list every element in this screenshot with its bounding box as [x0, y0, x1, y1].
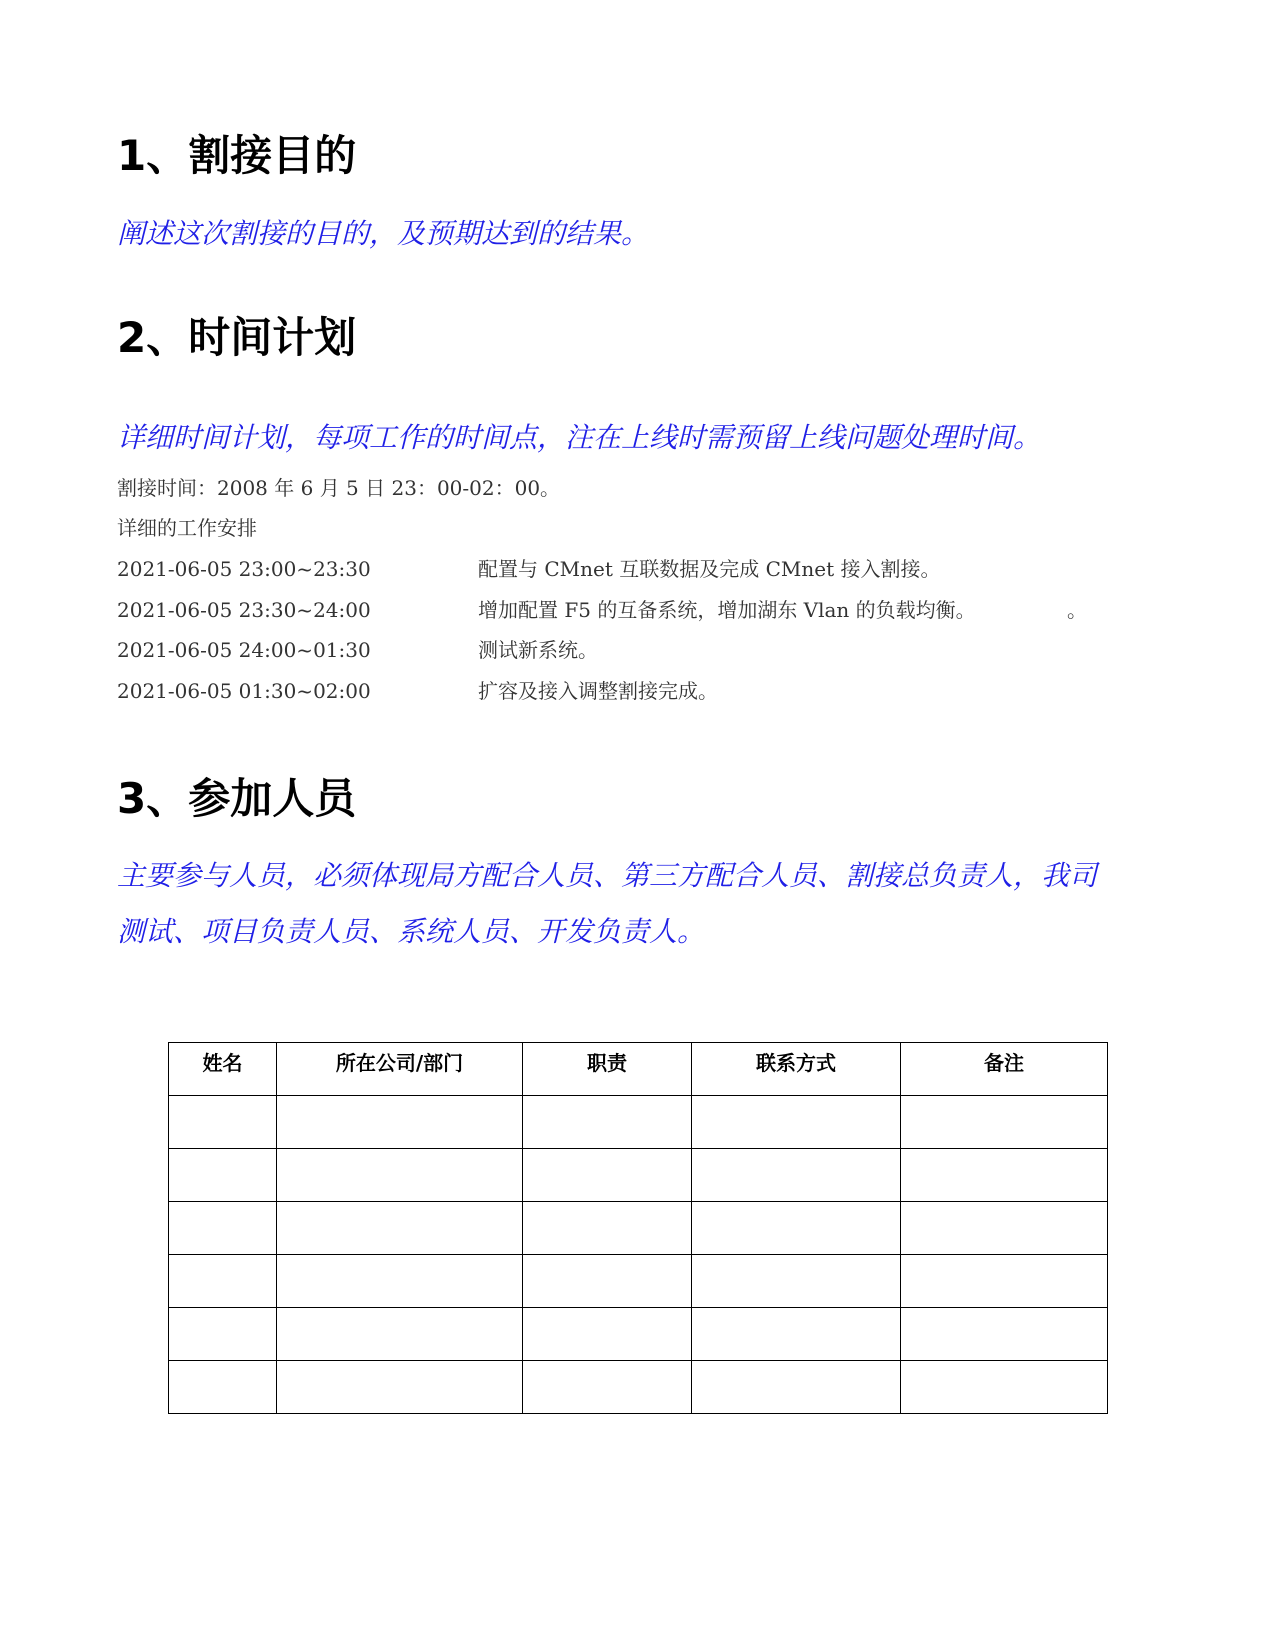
table-cell [169, 1202, 277, 1255]
table-cell [523, 1308, 692, 1361]
schedule-time: 2021-06-05 01:30~02:00 [117, 679, 371, 703]
table-row [169, 1096, 1108, 1149]
table-cell [901, 1202, 1108, 1255]
table-cell [277, 1255, 523, 1308]
table-header-row [169, 1043, 1108, 1096]
table-cell [901, 1255, 1108, 1308]
schedule-task: 测试新系统。 [478, 638, 598, 662]
schedule-row [117, 636, 1137, 664]
table-row [169, 1202, 1108, 1255]
schedule-row [117, 677, 1137, 705]
table-cell [169, 1361, 277, 1414]
table-cell [277, 1149, 523, 1202]
table-cell [277, 1308, 523, 1361]
table-cell [169, 1255, 277, 1308]
schedule-row [117, 555, 1137, 583]
table-cell [277, 1361, 523, 1414]
table-cell [901, 1149, 1108, 1202]
table-row [169, 1308, 1108, 1361]
schedule-task: 配置与 CMnet 互联数据及完成 CMnet 接入割接。 [478, 557, 941, 581]
personnel-table-body [169, 1096, 1108, 1414]
section-1-heading: 1、割接目的 [117, 131, 357, 180]
column-header-company: 所在公司/部门 [277, 1043, 523, 1096]
section-3-note-line1: 主要参与人员，必须体现局方配合人员、第三方配合人员、割接总负责人，我司 [117, 859, 1098, 892]
table-cell [523, 1149, 692, 1202]
schedule-time: 2021-06-05 23:30~24:00 [117, 598, 371, 622]
table-cell [523, 1096, 692, 1149]
schedule-end-mark: 。 [1067, 598, 1087, 622]
schedule-row [117, 596, 1137, 624]
table-cell [901, 1096, 1108, 1149]
section-2-note: 详细时间计划，每项工作的时间点，注在上线时需预留上线问题处理时间。 [117, 421, 1042, 454]
table-row [169, 1361, 1108, 1414]
table-row [169, 1149, 1108, 1202]
table-cell [692, 1202, 901, 1255]
table-cell [692, 1255, 901, 1308]
section-1-note: 阐述这次割接的目的，及预期达到的结果。 [117, 217, 650, 250]
section-3-heading: 3、参加人员 [117, 774, 357, 823]
table-cell [277, 1202, 523, 1255]
schedule-task: 增加配置 F5 的互备系统，增加湖东 Vlan 的负载均衡。 [478, 598, 976, 622]
table-cell [901, 1308, 1108, 1361]
schedule-title: 详细的工作安排 [117, 516, 257, 540]
personnel-table [168, 1042, 1108, 1414]
table-cell [692, 1308, 901, 1361]
table-cell [169, 1308, 277, 1361]
table-row [169, 1255, 1108, 1308]
column-header-remarks: 备注 [901, 1043, 1108, 1096]
schedule-time: 2021-06-05 24:00~01:30 [117, 638, 371, 662]
table-cell [523, 1255, 692, 1308]
column-header-duty: 职责 [523, 1043, 692, 1096]
schedule-time: 2021-06-05 23:00~23:30 [117, 557, 371, 581]
cutover-time: 割接时间：2008 年 6 月 5 日 23：00-02：00。 [117, 476, 561, 500]
section-2-heading: 2、时间计划 [117, 313, 357, 362]
table-cell [692, 1096, 901, 1149]
column-header-contact: 联系方式 [692, 1043, 901, 1096]
table-cell [692, 1361, 901, 1414]
table-cell [277, 1096, 523, 1149]
table-cell [523, 1202, 692, 1255]
schedule-task: 扩容及接入调整割接完成。 [478, 679, 718, 703]
table-cell [169, 1096, 277, 1149]
section-3-note-line2: 测试、项目负责人员、系统人员、开发负责人。 [117, 915, 706, 948]
table-cell [523, 1361, 692, 1414]
table-cell [692, 1149, 901, 1202]
column-header-name: 姓名 [169, 1043, 277, 1096]
table-cell [901, 1361, 1108, 1414]
table-cell [169, 1149, 277, 1202]
